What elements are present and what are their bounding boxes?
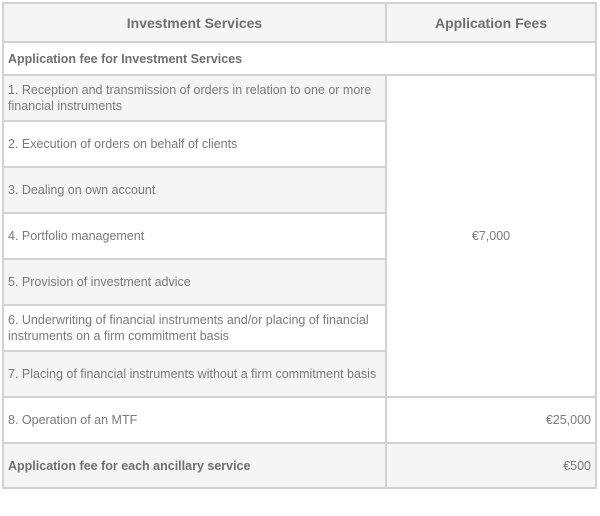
section-title: Application fee for Investment Services xyxy=(3,42,596,75)
service-execution-of-orders: 2. Execution of orders on behalf of clients xyxy=(3,121,386,167)
grouped-fee: €7,000 xyxy=(386,75,596,397)
service-placing-without-commitment: 7. Placing of financial instruments without a firm commitment basis xyxy=(3,351,386,397)
ancillary-service-label: Application fee for each ancillary service xyxy=(3,443,386,488)
ancillary-fee: €500 xyxy=(386,443,596,488)
section-row xyxy=(3,42,596,75)
application-fees-table xyxy=(2,2,597,489)
service-reception-transmission: 1. Reception and transmission of orders in relation to one or more financial instruments xyxy=(3,75,386,121)
service-operation-of-mtf: 8. Operation of an MTF xyxy=(3,397,386,443)
table-row xyxy=(3,75,596,121)
header-row xyxy=(3,3,596,42)
service-dealing-own-account: 3. Dealing on own account xyxy=(3,167,386,213)
table-row xyxy=(3,443,596,488)
service-portfolio-management: 4. Portfolio management xyxy=(3,213,386,259)
header-investment-services: Investment Services xyxy=(3,3,386,42)
header-application-fees: Application Fees xyxy=(386,3,596,42)
mtf-fee: €25,000 xyxy=(386,397,596,443)
service-investment-advice: 5. Provision of investment advice xyxy=(3,259,386,305)
service-underwriting: 6. Underwriting of financial instruments and/or placing of financial instruments on a firm commitment basis xyxy=(3,305,386,351)
table-row xyxy=(3,397,596,443)
